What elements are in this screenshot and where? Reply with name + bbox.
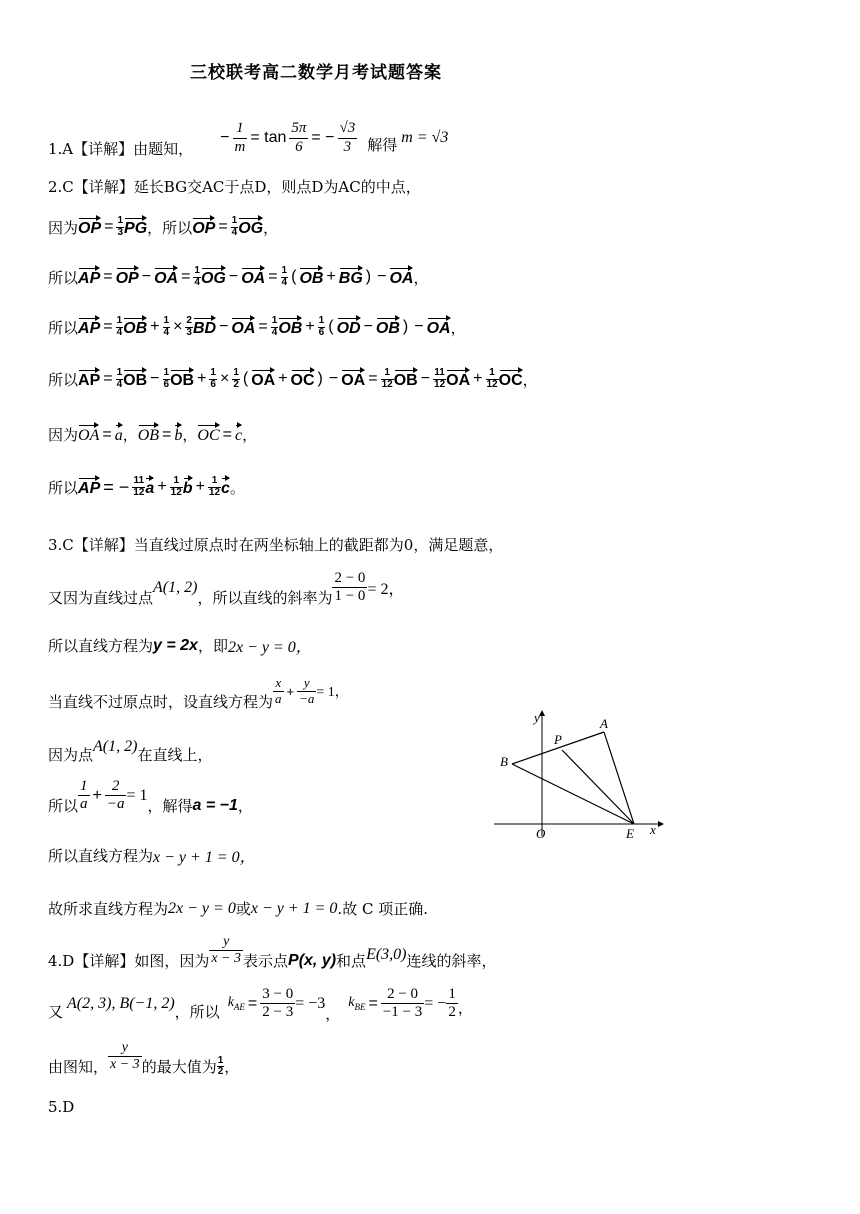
label-a: A xyxy=(600,716,608,731)
problem-3-line-3: 所以直线方程为 y = 2x ，即 2x − y = 0， xyxy=(48,636,312,656)
minus-sign: − xyxy=(220,129,230,146)
vector-op: OP xyxy=(192,217,215,238)
problem-3-line-7: 所以直线方程为 x − y + 1 = 0， xyxy=(48,847,256,866)
problem-3-line-8: 故所求直线方程为 2x − y = 0 或 x − y + 1 = 0 .故 C 项正确. xyxy=(48,899,428,918)
problem-2-line-7: 所以 AP = − $\frac{11}{12}$ a + $\frac{1}{12}$ b + $\frac{1}{12}$ c 。 xyxy=(48,475,245,498)
fraction: $\frac{5\pi}{6}$ xyxy=(291,120,307,155)
label-b: B xyxy=(500,754,508,769)
problem-3-line-6: 所以 $\frac{1}{a}$ + $\frac{2}{-a}$ = 1 ，解得 a = −1 ， xyxy=(48,778,253,816)
fraction: $\frac{√3}{3}$ xyxy=(339,120,356,155)
label-e: E xyxy=(626,826,634,841)
problem-2-line-2: 因为 OP = $\frac{1}{3}$ PG ，所以 OP = $\frac{1}{4}$ OG ， xyxy=(48,215,279,238)
line-ae xyxy=(604,732,634,824)
problem-2-line-1: 2.C【详解】延长BG交AC于点D，则点D为AC的中点， xyxy=(48,178,421,196)
label-x: x xyxy=(650,822,656,837)
solve-label: 解得 xyxy=(367,135,398,154)
y-axis-arrow xyxy=(539,710,545,716)
problem-3-line-2: 又因为直线过点 A(1, 2) ，所以直线的斜率为 $\frac{2 - 0}{1 - 0}$ = 2， xyxy=(48,570,405,608)
x-axis-arrow xyxy=(658,821,664,827)
coordinate-figure xyxy=(490,706,670,844)
result-expression: m = √3 xyxy=(401,129,449,146)
problem-3-line-1: 3.C【详解】当直线过原点时在两坐标轴上的截距都为0，满足题意， xyxy=(48,536,504,554)
page-title: 三校联考高二数学月考试题答案 xyxy=(190,63,442,83)
problem-2-line-5: 所以 AP = $\frac{1}{4}$ OB − $\frac{1}{6}$ OB + $\frac{1}{6}$ × $\frac{1}{2}$ ( OA + OC ) − OA = $\frac{1}{12}$ OB − $\frac{11}{12}$ OA + $\frac{1}{12}$ OC ， xyxy=(48,367,538,390)
problem-3-line-5: 因为点 A(1, 2) 在直线上， xyxy=(48,737,213,764)
vector-og: OG xyxy=(238,217,263,238)
problem-4-line-2: 又 A(2, 3), B(−1, 2) ，所以 $k_{AE}$ = $\frac{3 - 0}{2 - 3}$ = −3 ， $k_{BE}$ = $\frac{2 - 0}{-1 - 3}$ = − $\frac{1}{2}$ ， xyxy=(48,986,473,1024)
problem-1-intro: 1.A【详解】由题知， xyxy=(48,139,194,158)
label-o: O xyxy=(536,826,546,841)
problem-5: 5.D xyxy=(48,1098,75,1116)
problem-4-line-1: 4.D【详解】如图，因为 $\frac{y}{x - 3}$ 表示点 P(x, y) 和点 E(3,0) 连线的斜率， xyxy=(48,934,497,971)
problem-3-line-4: 当直线不过原点时，设直线方程为 $\frac{x}{a}$ + $\frac{y}{-a}$ = 1， xyxy=(48,675,349,711)
line-pe xyxy=(562,750,634,824)
tan-expression: = tan xyxy=(250,129,287,146)
label-p: P xyxy=(554,732,562,747)
equals-minus: = − xyxy=(311,129,335,146)
label-y: y xyxy=(534,710,540,725)
problem-1 xyxy=(48,108,448,168)
problem-2-line-4: 所以 AP = $\frac{1}{4}$ OB + $\frac{1}{4}$ × $\frac{2}{3}$ BD − OA = $\frac{1}{4}$ OB + $\frac{1}{6}$ ( OD − OB ) − OA ， xyxy=(48,315,466,338)
problem-4-line-3: 由图知， $\frac{y}{x - 3}$ 的最大值为 1 2 ， xyxy=(48,1040,240,1078)
problem-2-line-3: 所以 AP = OP − OA = $\frac{1}{4}$ OG − OA = $\frac{1}{4}$ ( OB + BG ) − OA ， xyxy=(48,265,429,288)
vector-pg: PG xyxy=(124,217,147,238)
line-be xyxy=(512,764,634,824)
fraction: $\frac{1}{m}$ xyxy=(234,120,246,155)
problem-2-line-6: 因为 OA = a ， OB = b ， OC = c ， xyxy=(48,425,258,444)
vector-op: OP xyxy=(78,217,101,238)
